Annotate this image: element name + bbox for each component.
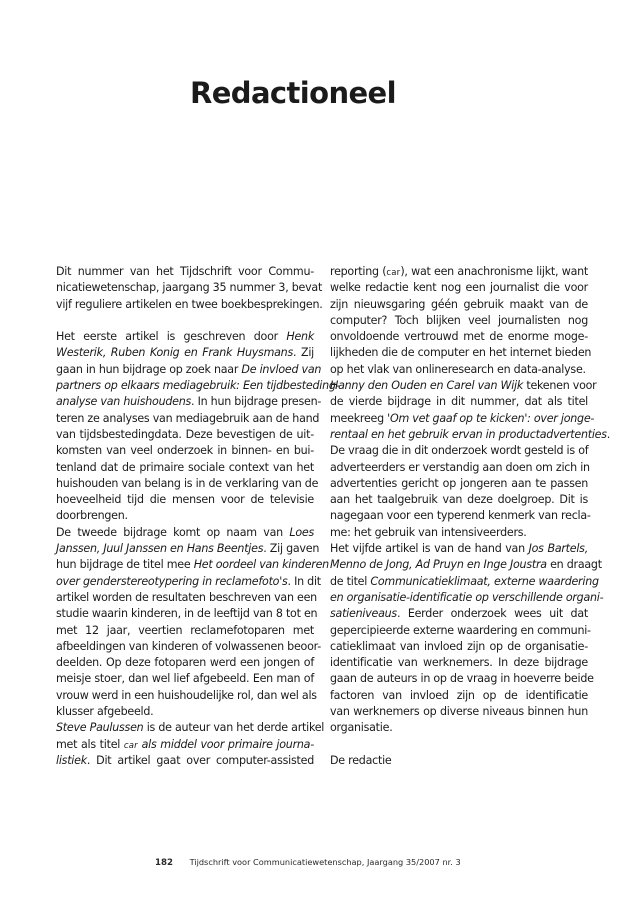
text-line: [330, 313, 588, 329]
text-line: [330, 688, 588, 704]
text-line: [56, 476, 319, 492]
text-run: zijn nieuwsgaring géén gebruik maakt van de: [330, 297, 588, 311]
text-run: studie waarin kinderen, in de leeftijd van 8 tot en: [56, 607, 318, 621]
text-line: [56, 508, 314, 524]
text-line: [330, 443, 588, 459]
text-line: [330, 541, 588, 557]
text-line: [56, 720, 325, 736]
text-line: [330, 264, 588, 280]
text-line: [56, 297, 323, 313]
text-run: car: [386, 268, 401, 278]
text-line: [56, 362, 322, 378]
italic-text: car: [123, 740, 138, 751]
text-run: vrouw werd in een huishoudelijke rol, dan wel als: [56, 688, 317, 702]
text-run: reporting (: [330, 265, 387, 278]
text-run: advertenties gericht op jongeren aan te passen: [330, 476, 588, 490]
text-run: De tweede bijdrage komt op naam van: [56, 525, 290, 539]
italic-text: als middel voor primaire journa-: [137, 737, 314, 751]
text-run: meisje stoer, dan wel lief afgebeeld. Een man of: [56, 672, 314, 686]
text-run: hun bijdrage de titel mee: [56, 558, 194, 572]
text-run: nicatiewetenschap, jaargang 35 nummer 3, bevat: [56, 281, 323, 295]
text-run: huishouden van belang is in de verklaring van de: [56, 476, 319, 490]
page-number: 182: [155, 858, 173, 868]
text-line: [330, 508, 591, 524]
text-line: [56, 557, 329, 573]
text-line: [330, 639, 588, 655]
text-run: klusser afgebeeld.: [56, 705, 154, 719]
text-run: factoren van invloed zijn op de identificatie: [330, 688, 588, 702]
text-run: van werknemers op diverse niveaus binnen hun: [330, 705, 588, 719]
text-run: is de auteur van het derde artikel: [143, 721, 325, 735]
text-run: organisatie.: [330, 721, 393, 735]
text-line: [330, 394, 588, 410]
text-line: [330, 329, 588, 345]
text-line: [330, 345, 592, 361]
italic-text: 'Om vet gaaf op te kicken': over jonge-: [387, 411, 595, 425]
text-line: [56, 574, 321, 590]
text-line: [56, 427, 314, 443]
text-run: aan het taalgebruik van deze doelgroep. Dit is: [330, 493, 588, 507]
italic-text: Menno de Jong, Ad Pruyn en Inge Joustra: [330, 558, 547, 572]
text-line: [56, 460, 314, 476]
text-run: van tijdsbestedingdata. Deze bevestigen de uit-: [56, 427, 314, 441]
text-line: [330, 362, 588, 378]
text-run: vijf reguliere artikelen en twee boekbesprekingen.: [56, 297, 323, 311]
text-line: [56, 394, 322, 410]
text-run: tekenen voor: [523, 379, 597, 393]
text-run: gepercipieerde externe waardering en communi-: [330, 623, 591, 637]
text-run: De vraag die in dit onderzoek wordt gesteld is of: [330, 444, 589, 458]
text-run: meekreeg: [330, 411, 388, 425]
text-run: deelden. Op deze fotoparen werd een jongen of: [56, 656, 314, 670]
italic-text: listiek: [56, 753, 87, 767]
text-run: met als titel: [56, 737, 124, 751]
text-run: . Dit artikel gaat over computer-assisted: [86, 753, 314, 767]
text-run: komsten van veel onderzoek in binnen- en bui-: [56, 444, 314, 458]
text-line: [330, 427, 611, 443]
text-line: [56, 671, 314, 687]
page-title: Redactioneel: [190, 76, 396, 110]
text-run: . Eerder onderzoek wees uit dat: [396, 607, 588, 621]
text-line: [56, 264, 314, 280]
text-run: . Zij gaven: [263, 542, 320, 556]
blank-line: [56, 313, 314, 329]
text-run: lijkheden die de computer en het internet bieden: [330, 346, 592, 360]
text-run: artikel worden de resultaten beschreven van een: [56, 590, 317, 604]
text-line: [56, 280, 323, 296]
italic-text: satieniveaus: [330, 607, 397, 621]
text-line: [330, 297, 588, 313]
italic-text: Henk: [286, 330, 314, 344]
text-line: [56, 590, 317, 606]
text-line: [56, 606, 318, 622]
text-line: [330, 720, 588, 736]
text-run: adverteerders er verstandig aan doen om zich in: [330, 460, 590, 474]
text-line: [56, 541, 320, 557]
text-line: [56, 411, 320, 427]
text-run: Het vijfde artikel is van de hand van: [330, 542, 529, 556]
text-line: [330, 623, 591, 639]
text-run: met 12 jaar, veertien reclamefotoparen met: [56, 623, 314, 637]
text-line: [56, 492, 314, 508]
text-line: [330, 753, 588, 769]
text-line: [56, 345, 314, 361]
text-line: [330, 492, 588, 508]
italic-text: De invloed van: [241, 362, 322, 376]
text-line: [330, 590, 604, 606]
text-line: [330, 476, 588, 492]
text-run: op het vlak van onlineresearch en data-analyse.: [330, 362, 586, 376]
text-line: [330, 378, 597, 394]
text-line: [56, 704, 314, 720]
text-run: Dit nummer van het Tijdschrift voor Commu-: [56, 265, 314, 278]
text-line: [330, 655, 588, 671]
text-run: nagegaan voor een typerend kenmerk van recla-: [330, 509, 591, 523]
text-run: gaan de auteurs in op de vraag in hoeverre beide: [330, 672, 594, 686]
italic-text: Communicatieklimaat, externe waardering: [370, 574, 599, 588]
text-run: teren ze analyses van mediagebruik aan de hand: [56, 411, 320, 425]
text-line: [330, 671, 594, 687]
text-column-right: [330, 264, 611, 769]
italic-text: analyse van huishoudens: [56, 395, 192, 409]
italic-text: Steve Paulussen: [56, 721, 144, 735]
text-line: [56, 753, 314, 769]
text-line: [56, 378, 340, 394]
text-run: onvoldoende vertrouwd met de enorme moge-: [330, 330, 588, 344]
text-run: ), wat een anachronisme lijkt, want: [400, 265, 588, 278]
text-run: identificatie van werknemers. In deze bijdrage: [330, 656, 588, 670]
italic-text: en organisatie-identificatie op verschillende organi-: [330, 590, 604, 604]
text-run: doorbrengen.: [56, 509, 128, 523]
text-run: me: het gebruik van intensiveerders.: [330, 525, 527, 539]
text-line: [330, 704, 588, 720]
text-run: catieklimaat van invloed zijn op de organisatie-: [330, 639, 588, 653]
text-line: [330, 280, 588, 296]
text-run: hoeveelheid tijd die mensen voor de televisie: [56, 493, 314, 507]
italic-text: Het oordeel van kinderen: [193, 558, 329, 572]
text-run: en draagt: [546, 558, 602, 572]
italic-text: partners op elkaars mediagebruik: Een tijdbesteding-: [56, 379, 340, 393]
text-line: [330, 460, 588, 476]
italic-text: Jos Bartels,: [528, 542, 588, 556]
text-run: .: [606, 427, 611, 441]
text-run: computer? Toch blijken veel journalisten nog: [330, 313, 588, 327]
italic-text: Loes: [289, 525, 314, 539]
italic-text: Hanny den Ouden en Carel van Wijk: [330, 379, 524, 393]
page-footer: [155, 857, 461, 868]
italic-text: rentaal en het gebruik ervan in productadvertenties: [330, 427, 607, 441]
text-line: [56, 329, 314, 345]
text-run: welke redactie kent nog een journalist die voor: [330, 281, 588, 295]
text-line: [56, 639, 321, 655]
text-column-left: [56, 264, 340, 769]
text-line: [56, 737, 314, 753]
text-line: [330, 557, 602, 573]
text-run: De redactie: [330, 753, 392, 767]
text-run: afbeeldingen van kinderen of volwassenen beoor-: [56, 639, 321, 653]
text-run: gaan in hun bijdrage op zoek naar: [56, 362, 242, 376]
text-run: . Zij: [293, 346, 314, 360]
italic-text: over genderstereotypering in reclamefoto's: [56, 574, 288, 588]
italic-text: Westerik, Ruben Konig en Frank Huysmans: [56, 346, 293, 360]
text-line: [56, 623, 314, 639]
italic-text: Janssen, Juul Janssen en Hans Beentjes: [56, 542, 264, 556]
text-line: [330, 411, 595, 427]
text-run: . In dit: [287, 574, 321, 588]
text-run: tenland dat de primaire sociale context van het: [56, 460, 314, 474]
journal-citation: Tijdschrift voor Communicatiewetenschap, Jaargang 35/2007 nr. 3: [189, 857, 461, 867]
text-line: [330, 606, 588, 622]
text-line: [56, 688, 317, 704]
text-run: Het eerste artikel is geschreven door: [56, 330, 287, 344]
text-line: [330, 525, 588, 541]
blank-line: [330, 737, 588, 753]
text-line: [56, 525, 314, 541]
text-line: [56, 443, 314, 459]
text-run: . In hun bijdrage presen-: [191, 395, 322, 409]
text-line: [56, 655, 314, 671]
text-run: de vierde bijdrage in dit nummer, dat als titel: [330, 395, 588, 409]
text-run: de titel: [330, 574, 371, 588]
text-line: [330, 574, 599, 590]
